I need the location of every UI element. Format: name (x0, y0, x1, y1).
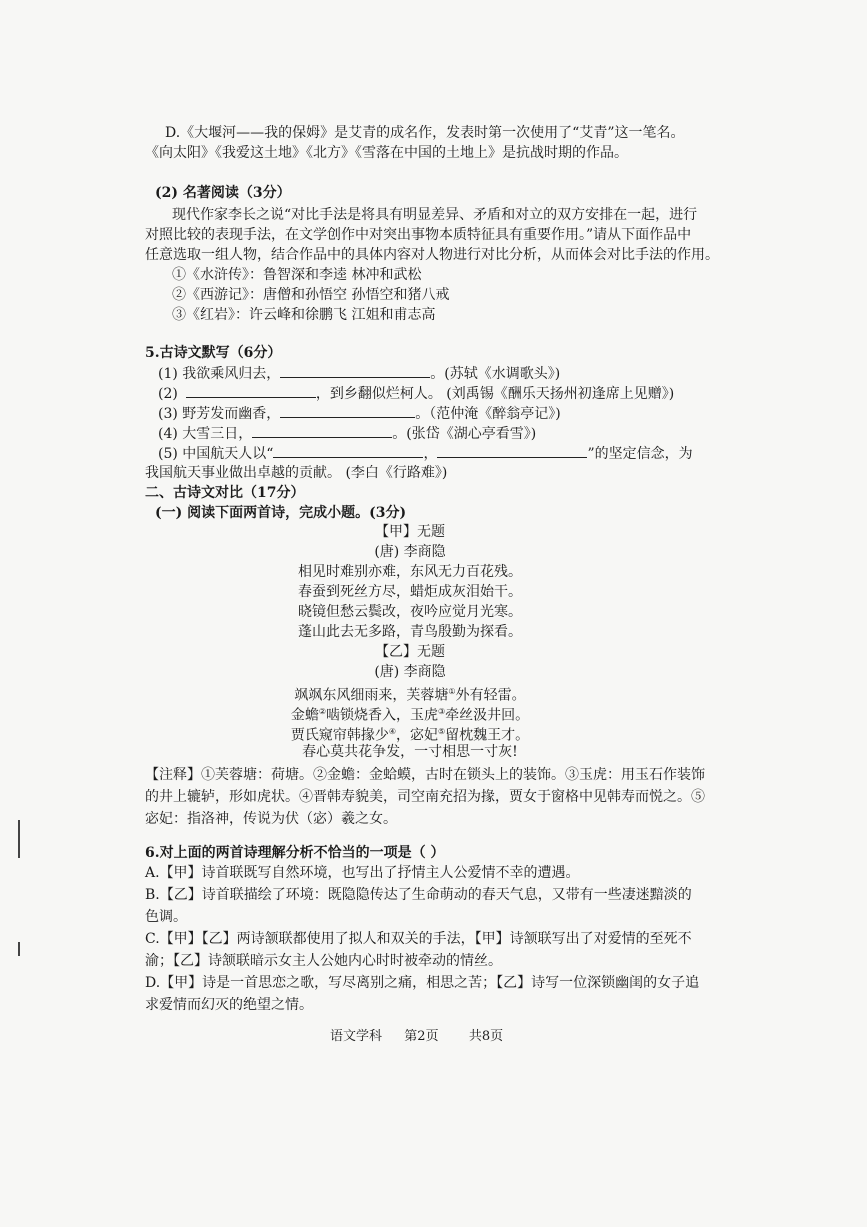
q2-option-3: ③《红岩》：许云峰和徐鹏飞 江姐和甫志高 (172, 307, 436, 323)
footnote-ref-1: ① (448, 687, 456, 696)
q6-option-b-line2: 色调。 (145, 909, 187, 925)
answer-blank-3[interactable] (280, 403, 415, 418)
part2-title: 二、古诗文对比（17分） (145, 485, 305, 501)
scan-edge-mark-2 (18, 942, 20, 956)
footer-subject: 语文学科 (330, 1029, 383, 1044)
recite-5-suffix: ”的坚定信念，为 (587, 446, 693, 462)
recite-3-prefix: (3) 野芳发而幽香， (158, 406, 281, 422)
recite-5-prefix: (5) 中国航天人以“ (158, 446, 274, 462)
page-footer (330, 1027, 503, 1047)
recite-2-source: ，到乡翻似烂柯人。 (刘禹锡《酬乐天扬州初逢席上见赠》) (315, 386, 675, 402)
poem-b-title: 【乙】无题 (375, 644, 445, 660)
q6-option-c-line1: C.【甲】【乙】两诗颔联都使用了拟人和双关的手法，【甲】诗颔联写出了对爱情的至死不 (145, 931, 692, 947)
option-d-line2: 《向太阳》《我爱这土地》《北方》《雪落在中国的土地上》是抗战时期的作品。 (145, 145, 628, 161)
recite-line-1 (158, 363, 560, 384)
notes-line-2: 的井上辘轳，形如虎状。④晋韩寿貌美，司空南充招为掾，贾女于窗格中见韩寿而悦之。⑤ (145, 789, 705, 805)
poem-b-line-3-c: 留枕魏王才。 (445, 727, 530, 744)
recite-line-5-cont: 我国航天事业做出卓越的贡献。 (李白《行路难》) (145, 465, 448, 481)
poem-a-author: (唐) 李商隐 (374, 544, 446, 560)
answer-blank-5b[interactable] (437, 443, 587, 458)
footer-page-number: 第2页 (404, 1029, 439, 1044)
recite-5-comma: ， (423, 446, 438, 462)
recite-1-source: 。(苏轼《水调歌头》) (430, 366, 561, 382)
recite-line-4 (158, 423, 536, 444)
q2-option-1: ①《水浒传》：鲁智深和李逵 林冲和武松 (172, 267, 422, 283)
poem-b-line-4: 春心莫共花争发，一寸相思一寸灰! (302, 744, 518, 760)
answer-blank-2[interactable] (186, 383, 316, 398)
q6-option-d-line1: D.【甲】诗是一首思恋之歌，写尽离别之痛，相思之苦；【乙】诗写一位深锁幽闺的女子追 (145, 975, 700, 991)
poem-b-line-2-c: 牵丝汲井回。 (445, 707, 530, 724)
poem-a-line-3: 晓镜但愁云鬓改，夜吟应觉月光寒。 (298, 604, 522, 620)
poem-a-line-2: 春蚕到死丝方尽，蜡炬成灰泪始干。 (298, 584, 522, 600)
recite-line-2 (158, 383, 674, 404)
q2-paragraph-line1: 现代作家李长之说“对比手法是将具有明显差异、矛盾和对立的双方安排在一起，进行 (172, 207, 698, 223)
q6-option-c-line2: 渝；【乙】诗颔联暗示女主人公她内心时时被牵动的情丝。 (145, 953, 502, 969)
poem-a-title: 【甲】无题 (375, 524, 445, 540)
footnote-ref-4: ④ (388, 727, 396, 736)
poem-a-line-1: 相见时难别亦难，东风无力百花残。 (298, 564, 522, 580)
recite-1-prefix: (1) 我欲乘风归去， (158, 366, 281, 382)
q2-option-2: ②《西游记》：唐僧和孙悟空 孙悟空和猪八戒 (172, 287, 450, 303)
q6-option-d-line2: 求爱情而幻灭的绝望之情。 (145, 997, 313, 1013)
recite-4-source: 。(张岱《湖心亭看雪》) (392, 426, 537, 442)
poem-b-line-2-a: 金蟾 (290, 707, 319, 724)
recite-3-source: 。（范仲淹《醉翁亭记》) (415, 406, 561, 422)
recite-line-3 (158, 403, 561, 424)
poem-b-line-1-b: 外有轻雷。 (455, 687, 526, 704)
footnote-ref-5: ⑤ (438, 727, 446, 736)
scan-edge-mark-1 (18, 820, 20, 858)
poem-b-line-3-b: ，宓妃 (396, 727, 438, 744)
q2-title: (2) 名著阅读（3分） (155, 185, 291, 201)
poem-b-line-2-b: 啮锁烧香入，玉虎 (326, 707, 438, 724)
q2-paragraph-line2: 对照比较的表现手法，在文学创作中对突出事物本质特征具有重要作用。”请从下面作品中 (145, 227, 692, 243)
poem-a-line-4: 蓬山此去无多路，青鸟殷勤为探看。 (298, 624, 522, 640)
answer-blank-4[interactable] (252, 423, 392, 438)
q6-option-a: A.【甲】诗首联既写自然环境，也写出了抒情主人公爱情不幸的遭遇。 (145, 865, 580, 881)
recite-2-prefix: (2) (158, 386, 178, 402)
notes-line-3: 宓妃：指洛神，传说为伏（宓）羲之女。 (145, 811, 397, 827)
recite-4-prefix: (4) 大雪三日， (158, 426, 253, 442)
answer-blank-1[interactable] (280, 363, 430, 378)
poem-b-line-1-a: 飒飒东风细雨来，芙蓉塘 (294, 687, 449, 704)
footnote-ref-3: ③ (438, 707, 446, 716)
poem-b-author: (唐) 李商隐 (374, 664, 446, 680)
notes-line-1: 【注释】①芙蓉塘：荷塘。②金蟾：金蛤蟆，古时在锁头上的装饰。③玉虎：用玉石作装饰 (145, 767, 705, 783)
option-d-line1: D.《大堰河——我的保姆》是艾青的成名作，发表时第一次使用了“艾青”这一笔名。 (165, 125, 685, 141)
recite-line-5 (158, 443, 693, 464)
q6-option-b-line1: B.【乙】诗首联描绘了环境：既隐隐传达了生命萌动的春天气息，又带有一些凄迷黯淡的 (145, 887, 692, 903)
answer-blank-5a[interactable] (273, 443, 423, 458)
footnote-ref-2: ② (318, 707, 326, 716)
section5-title: 5.古诗文默写（6分） (145, 345, 282, 361)
q2-paragraph-line3: 任意选取一组人物，结合作品中的具体内容对人物进行对比分析，从而体会对比手法的作用。 (145, 247, 719, 263)
poem-b-line-3-a: 贾氏窥帘韩掾少 (290, 727, 389, 744)
q6-title: 6.对上面的两首诗理解分析不恰当的一项是（ ） (145, 845, 445, 861)
part2-subtitle: (一) 阅读下面两首诗，完成小题。(3分) (155, 505, 407, 521)
footer-total-pages: 共8页 (468, 1029, 504, 1044)
